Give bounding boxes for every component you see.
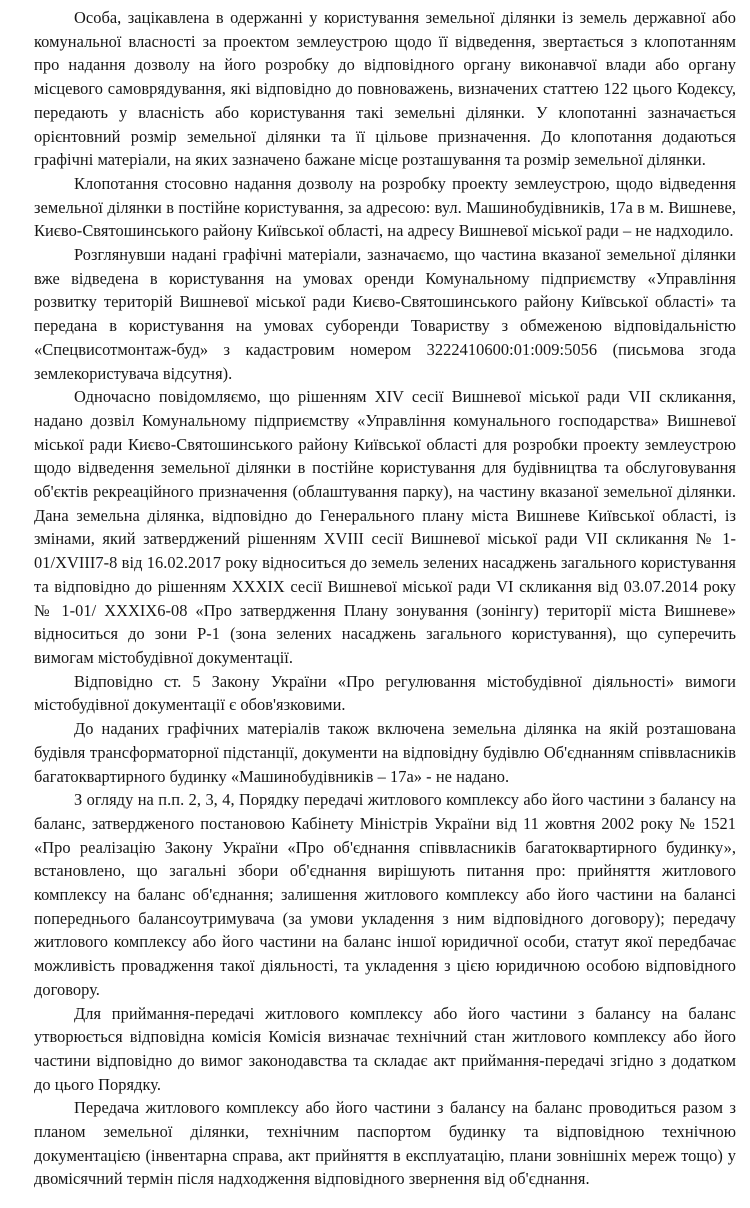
paragraph-balance-transfer-procedure: З огляду на п.п. 2, 3, 4, Порядку передачі житлового комплексу або його частини з балансу на баланс, затвердженого постановою Кабінету Міністрів України від 11 жовтня 2002 року № 1521 «Про реалізацію Закону України «Про об'єднання співвласників багатоквартирного будинку», встановлено, що загальні збори об'єднання вирішують питання про: прийняття житлового комплексу на баланс об'єднання; залишення житлового комплексу або його частини на балансі попереднього балансоутримувача (за умови укладення з ним відповідного договору); передачу житлового комплексу або його частини на баланс іншої юридичної особи, статут якої передбачає можливість провадження такої діяльності, та укладення з цією юридичною особою відповідного договору. <box>34 790 736 999</box>
paragraph-commission: Для приймання-передачі житлового комплексу або його частини з балансу на баланс утворюється відповідна комісія Комісія визначає технічний стан житлового комплексу або його частини відповідно до вимог законодавства та складає акт приймання-передачі згідно з додатком до цього Порядку. <box>34 1003 736 1094</box>
paragraph-land-request: Особа, зацікавлена в одержанні у користування земельної ділянки із земель державної або комунальної власності за проектом землеустрою щодо її відведення, звертається з клопотанням про надання дозволу на його розробку до відповідного органу виконавчої влади або органу місцевого самоврядування, які відповідно до повноважень, визначених статтею 122 цього Кодексу, передають у власність або користування такі земельні ділянки. У клопотанні зазначається орієнтовний розмір земельної ділянки та її цільове призначення. До клопотання додаються графічні матеріали, на яких зазначено бажане місце розташування та розмір земельної ділянки. <box>34 8 736 170</box>
paragraph-lease-status: Розглянувши надані графічні матеріали, зазначаємо, що частина вказаної земельної ділянки вже відведена в користування на умовах оренди Комунальному підприємству «Управління розвитку територій Вишневої міської ради Києво-Святошинського району Київської області» та передана в користування на умовах суборенди Товариству з обмеженою відповідальністю «Спецвисотмонтаж-буд» з кадастровим номером 3222410600:01:009:5056 (письмова згода землекористувача відсутня). <box>34 245 736 383</box>
paragraph-city-council-decision: Одночасно повідомляємо, що рішенням XIV сесії Вишневої міської ради VII скликання, надано дозвіл Комунальному підприємству «Управління комунального господарства» Вишневої міської ради Києво-Святошинського району Київської області для розробки проекту землеустрою щодо відведення земельної ділянки в постійне користування для будівництва та обслуговування об'єктів рекреаційного призначення (облаштування парку), на частину вказаної земельної ділянки. Дана земельна ділянка, відповідно до Генерального плану міста Вишневе Київської області, із змінами, який затверджений рішенням XVIII сесії Вишневої міської ради VII скликання № 1-01/XVIII7-8 від 16.02.2017 року відноситься до земель зелених насаджень загального користування та відповідно до рішенням XXXIX сесії Вишневої міської ради VI скликання від 03.07.2014 року № 1-01/ XXXIX6-08 «Про затвердження Плану зонування (зонінгу) території міста Вишневе» відноситься до зони Р-1 (зона зелених насаджень загального користування), що суперечить вимогам містобудівної документації. <box>34 387 736 667</box>
paragraph-no-request-received: Клопотання стосовно надання дозволу на розробку проекту землеустрою, щодо відведення земельної ділянки в постійне користування, за адресою: вул. Машинобудівників, 17а в м. Вишневе, Києво-Святошинського району Київської області, на адресу Вишневої міської ради – не надходило. <box>34 173 736 241</box>
paragraph-transfer-documents: Передача житлового комплексу або його частини з балансу на баланс проводиться разом з планом земельної ділянки, технічним паспортом будинку та відповідною технічною документацією (інвентарна справа, акт прийняття в експлуатацію, плани зовнішніх мереж тощо) у двомісячний термін після надходження відповідного звернення від об'єднання. <box>34 1098 736 1189</box>
document-body <box>34 6 736 1191</box>
paragraph-urban-planning-law: Відповідно ст. 5 Закону України «Про регулювання містобудівної діяльності» вимоги містобудівної документації є обов'язковими. <box>34 671 736 715</box>
paragraph-transformer-substation: До наданих графічних матеріалів також включена земельна ділянка на якій розташована будівля трансформаторної підстанції, документи на відповідну будівлю Об'єднанням співвласників багатоквартирного будинку «Машинобудівників – 17а» - не надано. <box>34 719 736 786</box>
